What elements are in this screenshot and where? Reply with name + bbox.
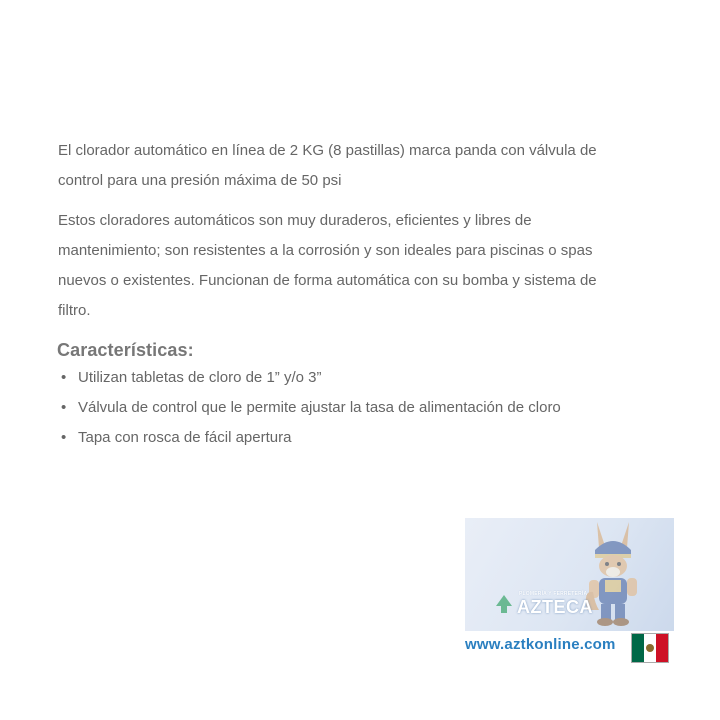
website-link[interactable]: www.aztkonline.com <box>465 636 616 653</box>
bullet-icon: • <box>61 429 67 446</box>
feature-text: Utilizan tabletas de cloro de 1” y/o 3” <box>78 369 322 386</box>
brand-watermark <box>465 518 674 631</box>
description-paragraph-1: El clorador automático en línea de 2 KG (8 pastillas) marca panda con válvula de control para una presión máxima de 50 psi <box>58 142 597 189</box>
list-item <box>58 423 618 453</box>
list-item <box>58 363 618 393</box>
features-list <box>58 363 618 453</box>
features-heading: Características: <box>57 340 194 360</box>
product-description <box>58 136 618 453</box>
mexico-flag-icon <box>632 634 668 662</box>
list-item <box>58 393 618 423</box>
bullet-icon: • <box>61 369 67 386</box>
tree-logo-icon <box>495 594 513 614</box>
feature-text: Tapa con rosca de fácil apertura <box>78 429 292 446</box>
brand-subtitle: PLOMERÍA Y FERRETERÍA <box>519 591 588 597</box>
brand-logo <box>495 592 593 616</box>
brand-name: AZTECA <box>517 597 593 617</box>
description-paragraph-2: Estos cloradores automáticos son muy duraderos, eficientes y libres de mantenimiento; son resistentes a la corrosión y son ideales para piscinas o spas nuevos o existentes. Funcionan de forma automática con su bomba y sistema de filtro. <box>58 212 597 319</box>
feature-text: Válvula de control que le permite ajustar la tasa de alimentación de cloro <box>78 399 561 416</box>
bullet-icon: • <box>61 399 67 416</box>
